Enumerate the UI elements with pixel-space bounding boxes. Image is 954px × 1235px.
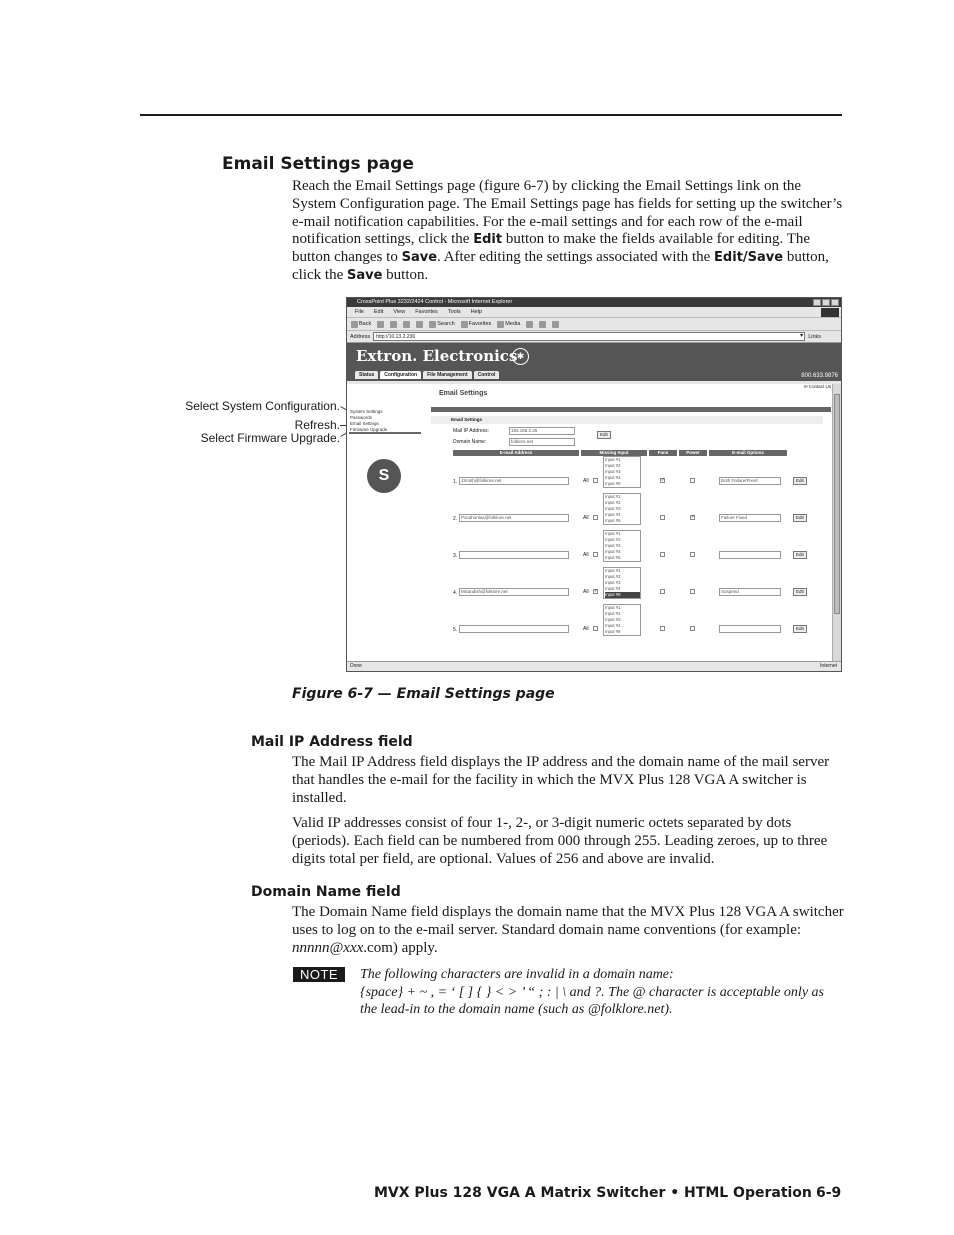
save-term-2: Save (346, 267, 383, 283)
row-number: 2. (453, 516, 458, 522)
row-edit-button[interactable]: Edit (793, 551, 807, 559)
table-row (431, 604, 831, 641)
row-edit-button[interactable]: Edit (793, 588, 807, 596)
row-edit-button[interactable]: Edit (793, 514, 807, 522)
all-label: All (583, 626, 589, 632)
forward-button[interactable] (377, 321, 384, 328)
all-label: All (583, 552, 589, 558)
power-checkbox[interactable] (690, 626, 695, 631)
menu-favorites[interactable]: Favorites (415, 309, 438, 315)
email-settings-panel (431, 390, 831, 641)
contact-us-link[interactable]: ✉ Contact Us (803, 384, 831, 389)
domain-paragraph: The Domain Name field displays the domain name that the MVX Plus 128 VGA A switcher uses to log on to the e-mail server. Standard domain name conventions (for example: nnnnn@xxx.com) apply. (292, 904, 844, 956)
extron-seal-icon: S (367, 459, 401, 493)
table-row (431, 530, 831, 567)
section-heading: Email Settings page (222, 154, 414, 174)
sidebar-item-firmware-upgrade[interactable]: Firmware Upgrade (350, 427, 388, 432)
fans-checkbox[interactable] (660, 552, 665, 557)
all-checkbox[interactable] (593, 552, 598, 557)
fans-checkbox[interactable] (660, 626, 665, 631)
menu-edit[interactable]: Edit (373, 309, 384, 315)
callout-firmware: Select Firmware Upgrade. (200, 431, 340, 445)
domain-label: Domain Name: (453, 439, 487, 445)
fans-checkbox[interactable] (660, 589, 665, 594)
menu-bar (347, 307, 841, 318)
missing-input-list[interactable]: Input #1 Input #2 Input #3 Input #4 Input #5 (603, 604, 641, 636)
email-option-select[interactable] (719, 551, 781, 559)
print-icon (552, 321, 559, 328)
callout-system-config: Select System Configuration. (185, 399, 340, 413)
tab-control[interactable]: Control (474, 371, 500, 379)
sidebar-item-email-settings[interactable]: Email Settings (350, 421, 379, 426)
sidebar-item-passwords[interactable]: Passwords (350, 415, 373, 420)
missing-input-list[interactable]: Input #1 Input #2 Input #3 Input #4 Input #5 (603, 530, 641, 562)
table-row (431, 493, 831, 530)
status-bar (347, 661, 842, 671)
search-button[interactable]: Search (429, 321, 454, 328)
note-badge: NOTE (293, 967, 345, 982)
browser-toolbar (347, 318, 841, 331)
mail-button[interactable] (539, 321, 546, 328)
refresh-button[interactable] (403, 321, 410, 328)
power-checkbox[interactable] (690, 589, 695, 594)
address-bar (347, 331, 841, 343)
nav-tabs (355, 371, 499, 379)
mail-icon (539, 321, 546, 328)
star-icon (461, 321, 468, 328)
history-button[interactable] (526, 321, 533, 328)
extron-banner (347, 343, 841, 381)
tab-file-management[interactable]: File Management (423, 371, 472, 379)
menu-view[interactable]: View (393, 309, 406, 315)
tab-configuration[interactable]: Configuration (380, 371, 421, 379)
header-rule (140, 114, 842, 116)
email-input[interactable]: JSmith@folklore.net (459, 477, 569, 485)
windows-logo-icon (821, 308, 839, 317)
intro-paragraph: Reach the Email Settings page (figure 6-7) by clicking the Email Settings link on the System Configuration page. The Email Settings page has fields for setting up the switcher’s e-mail notification capabilities. For the e-mail settings and for each row of the e-mail notification settings, click the Edit button to make the fields available for editing. The button changes to Save. After editing the settings associated with the Edit/Save button, click the Save button. (292, 178, 843, 283)
stop-button[interactable] (390, 321, 397, 328)
status-done: Done (350, 663, 362, 669)
stop-icon (390, 321, 397, 328)
power-checkbox[interactable] (690, 552, 695, 557)
window-titlebar: CrossPoint Plus 3232/2424 Control - Microsoft Internet Explorer (347, 298, 841, 307)
home-icon (416, 321, 423, 328)
row-edit-button[interactable]: Edit (793, 477, 807, 485)
col-email-options: E-mail Options (709, 450, 787, 456)
all-label: All (583, 515, 589, 521)
row-number: 5. (453, 627, 458, 633)
address-input[interactable]: http://10.13.2.236 ▾ (373, 332, 805, 341)
menu-file[interactable]: File (355, 309, 364, 315)
mail-ip-heading: Mail IP Address field (251, 734, 413, 750)
col-email-address: E-mail Address (453, 450, 579, 456)
media-button[interactable]: Media (497, 321, 520, 328)
maximize-icon[interactable] (822, 299, 830, 306)
mail-ip-input[interactable]: 192.168.2.25 (509, 427, 575, 435)
edit-save-term: Edit/Save (714, 250, 784, 266)
row-number: 3. (453, 553, 458, 559)
fans-checkbox[interactable] (660, 515, 665, 520)
browser-screenshot (346, 297, 842, 672)
menu-help[interactable]: Help (470, 309, 482, 315)
email-option-select[interactable]: Suspend (719, 588, 781, 596)
col-missing-input: Missing Input (581, 450, 647, 456)
mail-ip-paragraph-1: The Mail IP Address field displays the IP address and the domain name of the mail server that handles the e-mail for the facility in which the MVX Plus 128 VGA A switcher is installed. (292, 754, 830, 806)
vertical-scrollbar[interactable] (832, 384, 841, 662)
home-button[interactable] (416, 321, 423, 328)
missing-input-list[interactable]: Input #1 Input #2 Input #3 Input #4 Input #5 (603, 567, 641, 599)
extron-swirl-icon: ✱ (512, 348, 529, 365)
edit-term: Edit (473, 232, 503, 248)
page-title: Email Settings (439, 390, 488, 397)
domain-input[interactable]: folklore.net (509, 438, 575, 446)
email-input[interactable]: Pocahontas@folklore.net (459, 514, 569, 522)
note-text: The following characters are invalid in a domain name: {space} + ~ , = ‘ [ ] { } < > ’ “ ; : | \ and ?. The @ character is acceptable only as the lead-in to the domain name (such as @folklore.net). (360, 967, 824, 1017)
address-label: Address (350, 333, 371, 340)
all-checkbox[interactable] (593, 626, 598, 631)
row-edit-button[interactable]: Edit (793, 625, 807, 633)
row-number: 4. (453, 590, 458, 596)
close-icon[interactable] (831, 299, 839, 306)
back-button[interactable]: Back (351, 321, 371, 328)
email-rows (431, 456, 831, 641)
footer-page-number: 6-9 (816, 1185, 842, 1201)
all-checkbox[interactable] (593, 478, 598, 483)
email-input[interactable] (459, 625, 569, 633)
mail-ip-row (431, 427, 831, 435)
missing-input-list[interactable]: Input #1 Input #2 Input #3 Input #4 Input #5 (603, 493, 641, 525)
footer-title: MVX Plus 128 VGA A Matrix Switcher • HTML Operation (374, 1185, 812, 1201)
all-label: All (583, 478, 589, 484)
status-zone: Internet (820, 663, 837, 669)
menu-tools[interactable]: Tools (447, 309, 461, 315)
all-checkbox[interactable]: ✓ (594, 588, 599, 594)
sidebar-divider (349, 432, 421, 434)
domain-heading: Domain Name field (251, 884, 401, 900)
page-content (347, 384, 833, 662)
col-power: Power (679, 450, 707, 456)
figure-caption: Figure 6-7 — Email Settings page (292, 686, 555, 702)
minimize-icon[interactable] (813, 299, 821, 306)
table-row (431, 567, 831, 604)
print-button[interactable] (552, 321, 559, 328)
media-icon (497, 321, 504, 328)
brand-logo: Extron. Electronics (356, 347, 518, 365)
email-option-select[interactable]: Both Failure/Fixed (719, 477, 781, 485)
settings-edit-button[interactable]: Edit (597, 431, 611, 439)
save-term: Save (401, 250, 438, 266)
email-option-select[interactable] (719, 625, 781, 633)
scrollbar-thumb[interactable] (834, 394, 840, 614)
phone-number: 800.633.9876 (801, 373, 838, 379)
history-icon (526, 321, 533, 328)
search-icon (429, 321, 436, 328)
power-checkbox[interactable]: ✓ (691, 514, 696, 520)
forward-arrow-icon (377, 321, 384, 328)
email-input[interactable]: MSandish@folklore.net (459, 588, 569, 596)
all-checkbox[interactable] (593, 515, 598, 520)
section-title: Email Settings (431, 416, 823, 424)
power-checkbox[interactable] (690, 478, 695, 483)
sidebar (347, 384, 425, 662)
mail-ip-label: Mail IP Address: (453, 428, 490, 434)
sidebar-item-system-settings[interactable]: System Settings (350, 409, 383, 414)
missing-input-list[interactable]: Input #1 Input #2 Input #3 Input #4 Input #5 (603, 456, 641, 488)
col-fans: Fans (649, 450, 677, 456)
title-bar (431, 407, 831, 412)
favorites-button[interactable]: Favorites (461, 321, 492, 328)
row-number: 1. (453, 479, 458, 485)
email-option-select[interactable]: Failure Fixed (719, 514, 781, 522)
callout-refresh: Refresh. (294, 418, 340, 432)
back-arrow-icon (351, 321, 358, 328)
tab-status[interactable]: Status (355, 371, 378, 379)
table-row (431, 456, 831, 493)
mail-ip-paragraph-2: Valid IP addresses consist of four 1-, 2-, or 3-digit numeric octets separated by dots (periods). Each field can be numbered from 000 through 255. Leading zeroes, up to three digits total per field, are optional. Values of 256 and above are invalid. (292, 815, 828, 867)
links-button[interactable]: Links (808, 333, 822, 340)
all-label: All (583, 589, 589, 595)
domain-row (431, 432, 831, 446)
fans-checkbox[interactable]: ✓ (661, 477, 666, 483)
email-input[interactable] (459, 551, 569, 559)
refresh-icon (403, 321, 410, 328)
